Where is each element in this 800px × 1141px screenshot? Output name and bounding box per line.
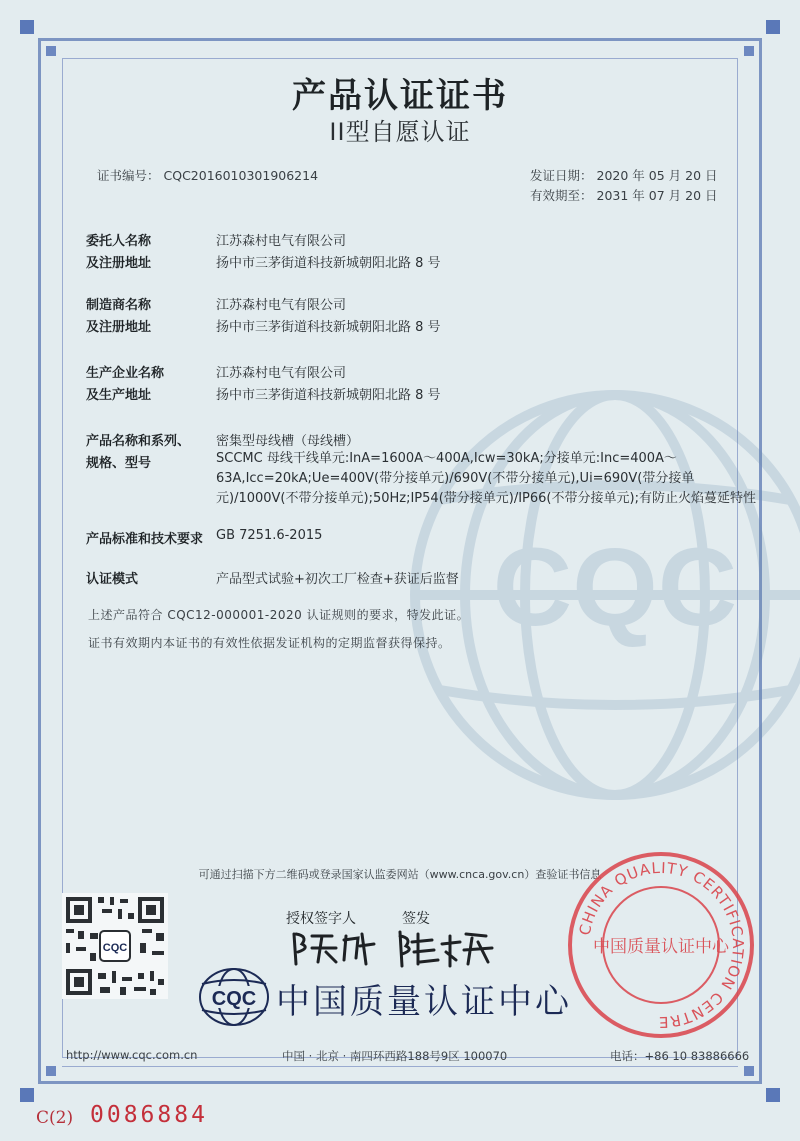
red-seal-icon [566, 850, 756, 1040]
issue-date-label: 发证日期： [530, 168, 593, 183]
svg-text:CQC: CQC [492, 526, 738, 649]
footer-divider [62, 1066, 738, 1067]
standard-value: GB 7251.6-2015 [216, 528, 323, 543]
signatory-label: 授权签字人 [286, 911, 356, 927]
product-label-line1: 产品名称和系列、 [86, 434, 191, 449]
producer-name-label: 生产企业名称 [86, 366, 165, 381]
producer-name: 江苏森村电气有限公司 [216, 366, 347, 381]
qr-code-icon[interactable] [62, 893, 168, 999]
seal-inner-text: 中国质量认证中心 [593, 937, 729, 957]
handwritten-signature-icon [282, 926, 502, 970]
qr-logo-text: CQC [102, 942, 128, 954]
entrustor-address-label: 及注册地址 [86, 256, 152, 271]
footer-phone: 电话：+86 10 83886666 [610, 1049, 750, 1063]
corner-ornament [766, 1088, 780, 1102]
corner-ornament [744, 46, 754, 56]
corner-ornament [766, 20, 780, 34]
validity-statement: 证书有效期内本证书的有效性依据发证机构的定期监督获得保持。 [88, 636, 451, 650]
product-spec-line: 元)/1000V(不带分接单元);50Hz;IP54(带分接单元)/IP66(不带分接单元);有防止火焰蔓延特性 [216, 491, 756, 506]
globe-watermark-icon [400, 380, 800, 810]
producer-address: 扬中市三茅街道科技新城朝阳北路 8 号 [216, 388, 441, 403]
expiry-date-label: 有效期至： [530, 188, 593, 203]
cqc-logo-text: CQC [211, 988, 257, 1010]
issue-date: 2020 年 05 月 20 日 [596, 168, 718, 183]
issue-date-row [530, 166, 718, 184]
issuer-label: 签发 [402, 911, 430, 927]
serial-prefix: C(2) [36, 1108, 74, 1128]
manufacturer-name-label: 制造商名称 [86, 298, 152, 313]
product-spec-line: 63A,Icc=20kA;Ue=400V(带分接单元)/690V(不带分接单元),Ui=690V(带分接单 [216, 471, 695, 486]
entrustor-name: 江苏森村电气有限公司 [216, 234, 347, 249]
compliance-statement: 上述产品符合 CQC12-000001-2020 认证规则的要求，特发此证。 [88, 608, 470, 622]
producer-address-label: 及生产地址 [86, 388, 152, 403]
mode-label: 认证模式 [86, 572, 139, 587]
product-label-line2: 规格、型号 [86, 456, 152, 471]
manufacturer-address-label: 及注册地址 [86, 320, 152, 335]
certificate-title: 产品认证证书 [292, 76, 508, 116]
organization-name: 中国质量认证中心 [276, 982, 572, 1022]
expiry-date-row [530, 186, 718, 204]
seal-outer-text: CHINA QUALITY CERTIFICATION CENTRE [575, 858, 748, 1032]
corner-ornament [46, 1066, 56, 1076]
corner-ornament [46, 46, 56, 56]
cert-number: CQC2016010301906214 [163, 168, 319, 183]
manufacturer-address: 扬中市三茅街道科技新城朝阳北路 8 号 [216, 320, 441, 335]
standard-label: 产品标准和技术要求 [86, 532, 204, 547]
verification-note: 可通过扫描下方二维码或登录国家认监委网站（www.cnca.gov.cn）查验证书信息 [198, 868, 602, 881]
serial-number: 0086884 [90, 1102, 208, 1128]
manufacturer-name: 江苏森村电气有限公司 [216, 298, 347, 313]
product-spec-line: SCCMC 母线干线单元:InA=1600A～400A,Icw=30kA;分接单元:Inc=400A～ [216, 451, 677, 466]
footer-address: 中国 · 北京 · 南四环西路188号9区 100070 [282, 1049, 508, 1063]
corner-ornament [20, 20, 34, 34]
mode-value: 产品型式试验+初次工厂检查+获证后监督 [216, 572, 459, 587]
corner-ornament [744, 1066, 754, 1076]
cqc-logo-icon [196, 966, 272, 1028]
cert-number-row [97, 166, 318, 184]
entrustor-address: 扬中市三茅街道科技新城朝阳北路 8 号 [216, 256, 441, 271]
entrustor-name-label: 委托人名称 [86, 234, 152, 249]
product-name: 密集型母线槽（母线槽） [216, 434, 360, 449]
expiry-date: 2031 年 07 月 20 日 [596, 188, 718, 203]
footer-website[interactable]: http://www.cqc.com.cn [66, 1048, 198, 1062]
corner-ornament [20, 1088, 34, 1102]
certificate-subtitle: II型自愿认证 [329, 118, 471, 146]
product-spec [216, 449, 776, 509]
cert-number-label: 证书编号： [97, 168, 160, 183]
